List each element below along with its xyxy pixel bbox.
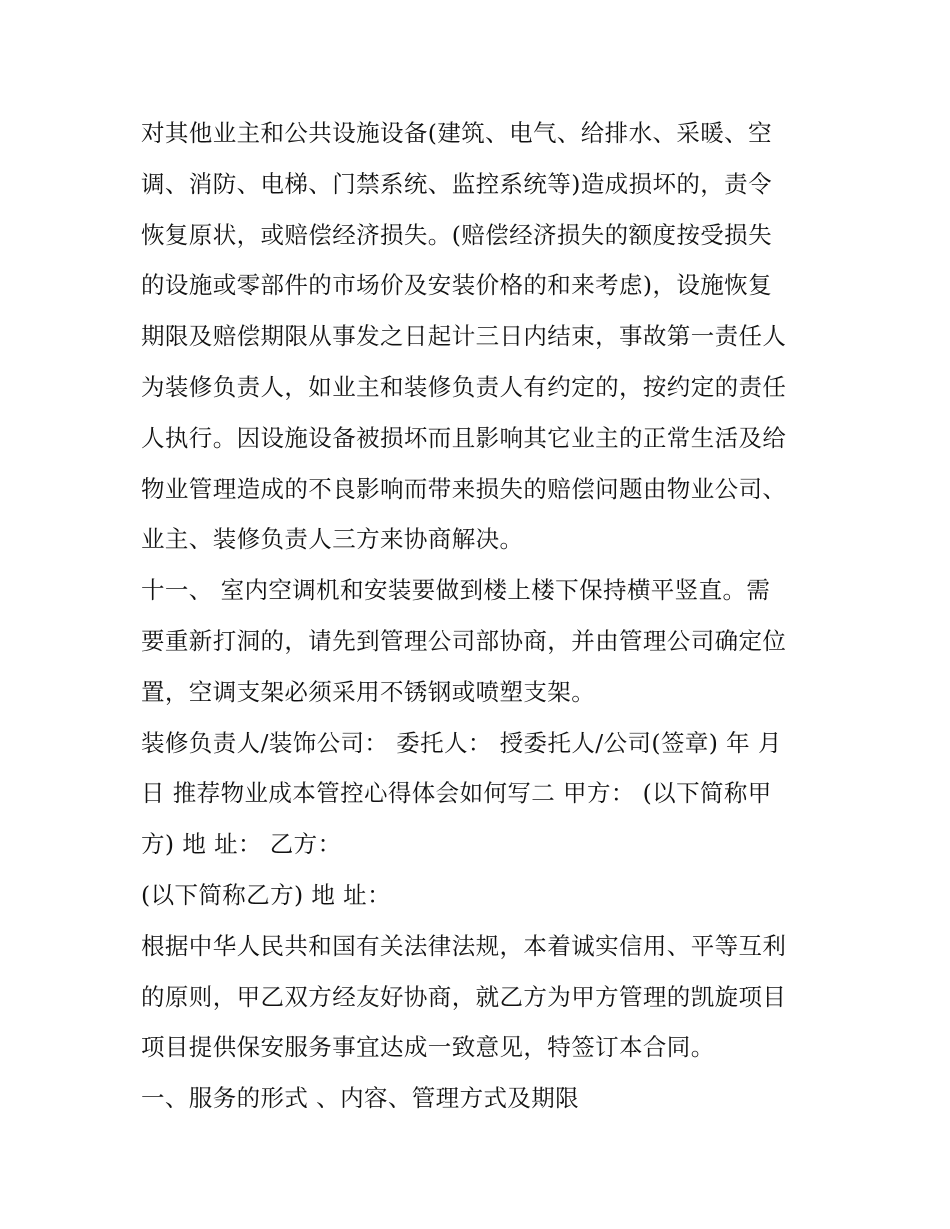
text-line: 人执行。因设施设备被损坏而且影响其它业主的正常生活及给 — [141, 423, 787, 452]
text-line: 物业管理造成的不良影响而带来损失的赔偿问题由物业公司、 — [141, 474, 787, 503]
text-line: 业主、装修负责人三方来协商解决。 — [141, 525, 524, 554]
party-address-line: (以下简称乙方) 地 址： — [141, 880, 391, 909]
text-line: 期限及赔偿期限从事发之日起计三日内结束，事故第一责任人 — [141, 322, 787, 351]
text-line: 的原则，甲乙双方经友好协商，就乙方为甲方管理的凯旋项目 — [141, 982, 787, 1011]
text-line: 恢复原状，或赔偿经济损失。(赔偿经济损失的额度按受损失 — [141, 220, 772, 249]
text-line: 日 推荐物业成本管控心得体会如何写二 甲方： (以下简称甲 — [141, 779, 772, 808]
text-line: 项目提供保安服务事宜达成一致意见，特签订本合同。 — [141, 1033, 715, 1062]
party-address-line: 方) 地 址： 乙方： — [141, 830, 342, 859]
section-heading-line: 一、服务的形式 、内容、管理方式及期限 — [141, 1084, 580, 1113]
text-line: 要重新打洞的，请先到管理公司部协商，并由管理公司确定位 — [141, 626, 787, 655]
text-line: 置，空调支架必须采用不锈钢或喷塑支架。 — [141, 677, 596, 706]
text-line: 根据中华人民共和国有关法律法规，本着诚实信用、平等互利 — [141, 931, 787, 960]
text-line: 的设施或零部件的市场价及安装价格的和来考虑)，设施恢复 — [141, 271, 772, 300]
document-body — [141, 108, 831, 1124]
text-line: 调、消防、电梯、门禁系统、监控系统等)造成损坏的，责令 — [141, 169, 772, 198]
section-heading-line: 十一、 室内空调机和安装要做到楼上楼下保持横平竖直。需 — [141, 576, 771, 605]
text-line: 为装修负责人，如业主和装修负责人有约定的，按约定的责任 — [141, 372, 787, 401]
text-line: 对其他业主和公共设施设备(建筑、电气、给排水、采暖、空 — [141, 119, 772, 147]
signature-line: 装修负责人/装饰公司： 委托人： 授委托人/公司(签章) 年 月 — [141, 728, 782, 757]
